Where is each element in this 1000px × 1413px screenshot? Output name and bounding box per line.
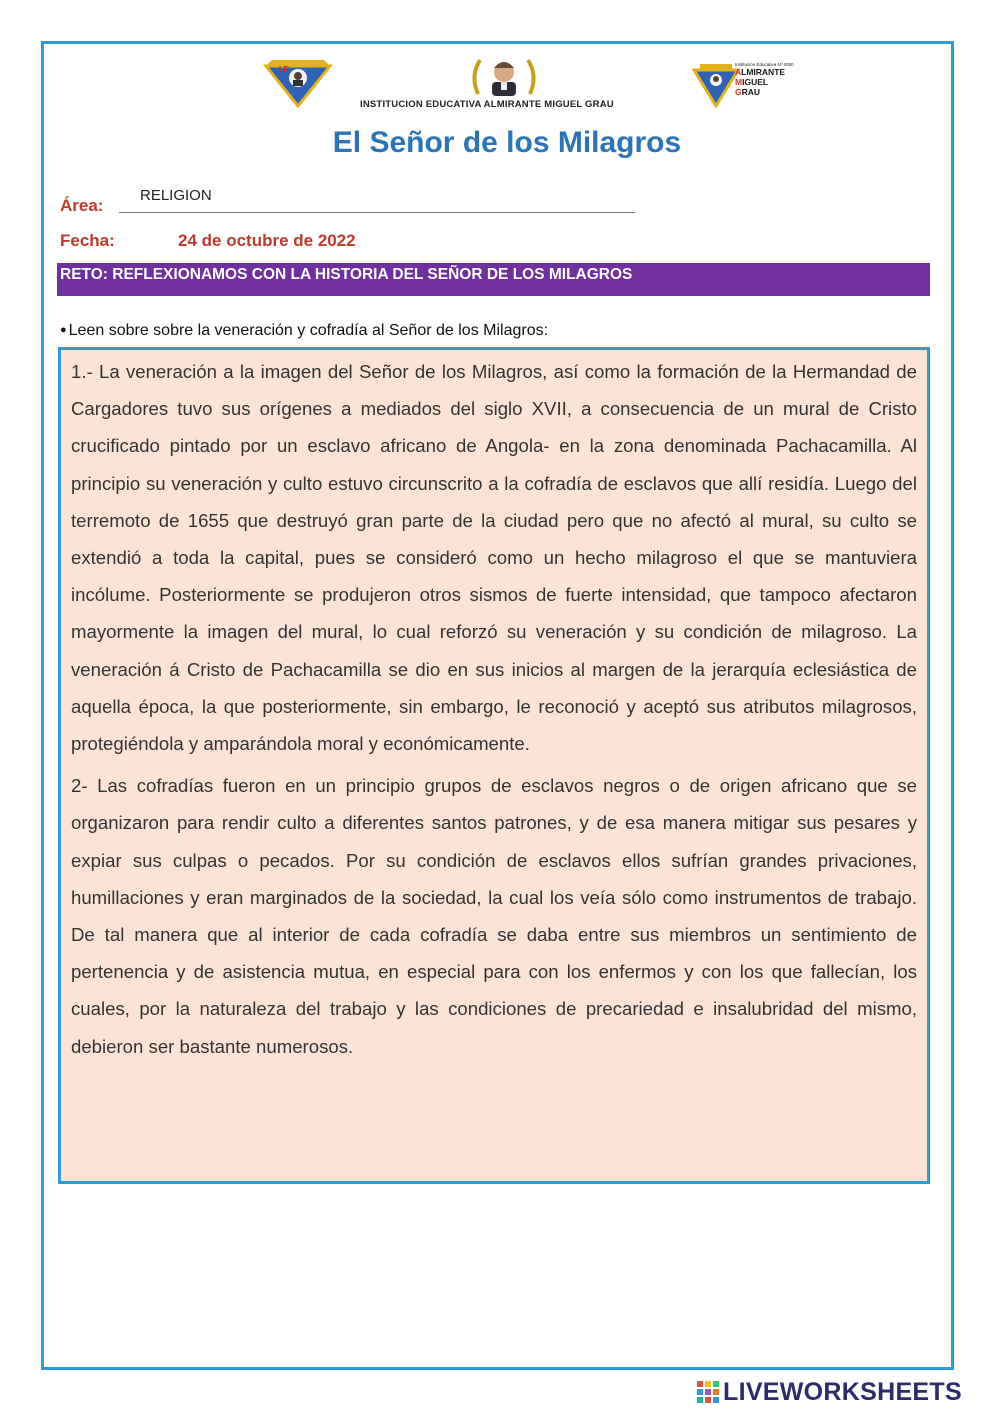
liveworksheets-brand[interactable]: LIVEWORKSHEETS: [723, 1378, 962, 1406]
area-underline: [119, 212, 635, 213]
logo-right-top: Institución Educativa Nº 0000: [735, 62, 794, 67]
paragraph-2: 2- Las cofradías fueron en un principio grupos de esclavos negros o de origen africano que se organizaron para rendir culto a diferentes santos patrones, y de esa manera mitigar sus pesares y expiar sus culpas o pecados. Por su condición de esclavos ellos sufrían grandes privaciones, humillaciones y eran marginados de la sociedad, la cual los veía sólo como instrumentos de trabajo. De tal manera que al interior de cada cofradía se daba entre sus miembros un sentimiento de pertenencia y de asistencia mutua, en especial para con los enfermos y con los que fallecían, los cuales, por la naturaleza del trabajo y las condiciones de precariedad e insalubridad del mismo, debieron ser bastante numerosos.: [71, 775, 917, 1057]
area-value: RELIGION: [140, 187, 212, 204]
logo-right-text: [735, 62, 805, 97]
footer-brand: [697, 1376, 997, 1408]
fecha-value: 24 de octubre de 2022: [178, 231, 356, 250]
instruction-text: Leen sobre sobre la veneración y cofradía al Señor de los Milagros:: [68, 322, 549, 339]
area-label: Área:: [60, 196, 104, 215]
liveworksheets-grid-icon: [697, 1381, 719, 1403]
logo-right-line: GRAU: [735, 87, 761, 97]
paragraph-1: 1.- La veneración a la imagen del Señor de los Milagros, así como la formación de la Hermandad de Cargadores tuvo sus orígenes a mediados del siglo XVII, a consecuencia de un mural de Cristo crucificado pintado por un esclavo africano de Angola- en la zona denominada Pachacamilla. Al principio su veneración y culto estuvo circunscrito a la cofradía de esclavos que allí residía. Luego del terremoto de 1655 que destruyó gran parte de la ciudad pero que no afectó al mural, su culto se extendió a toda la capital, pues se consideró como un hecho milagroso el que se mantuviera incólume. Posteriormente se produjeron otros sismos de fuerte intensidad, que tampoco afectaron mayormente la imagen del mural, lo cual reforzó su veneración y su condición de milagroso. La veneración á Cristo de Pachacamilla se dio en sus inicios al margen de la jerarquía eclesiástica de aquella época, la que posteriormente, sin embargo, le reconoció y aceptó sus atributos milagrosos, protegiéndola y amparándola moral y económicamente.: [71, 361, 917, 755]
school-shield-logo-left: [262, 56, 334, 108]
logo-left-letters: I E: [279, 65, 289, 74]
school-portrait-logo: [468, 54, 540, 100]
bullet-icon: ●: [60, 324, 67, 336]
instruction: [60, 322, 548, 340]
reto-banner: RETO: REFLEXIONAMOS CON LA HISTORIA DEL SEÑOR DE LOS MILAGROS: [57, 263, 930, 296]
reading-text-box: [58, 347, 930, 1184]
page-title: El Señor de los Milagros: [332, 126, 682, 159]
logo-right-line: MIGUEL: [735, 77, 769, 87]
logo-right-line: ALMIRANTE: [735, 67, 786, 77]
fecha-label: Fecha:: [60, 231, 115, 250]
school-shield-logo-right: [692, 62, 740, 108]
institution-name: INSTITUCION EDUCATIVA ALMIRANTE MIGUEL GRAU: [360, 99, 614, 110]
